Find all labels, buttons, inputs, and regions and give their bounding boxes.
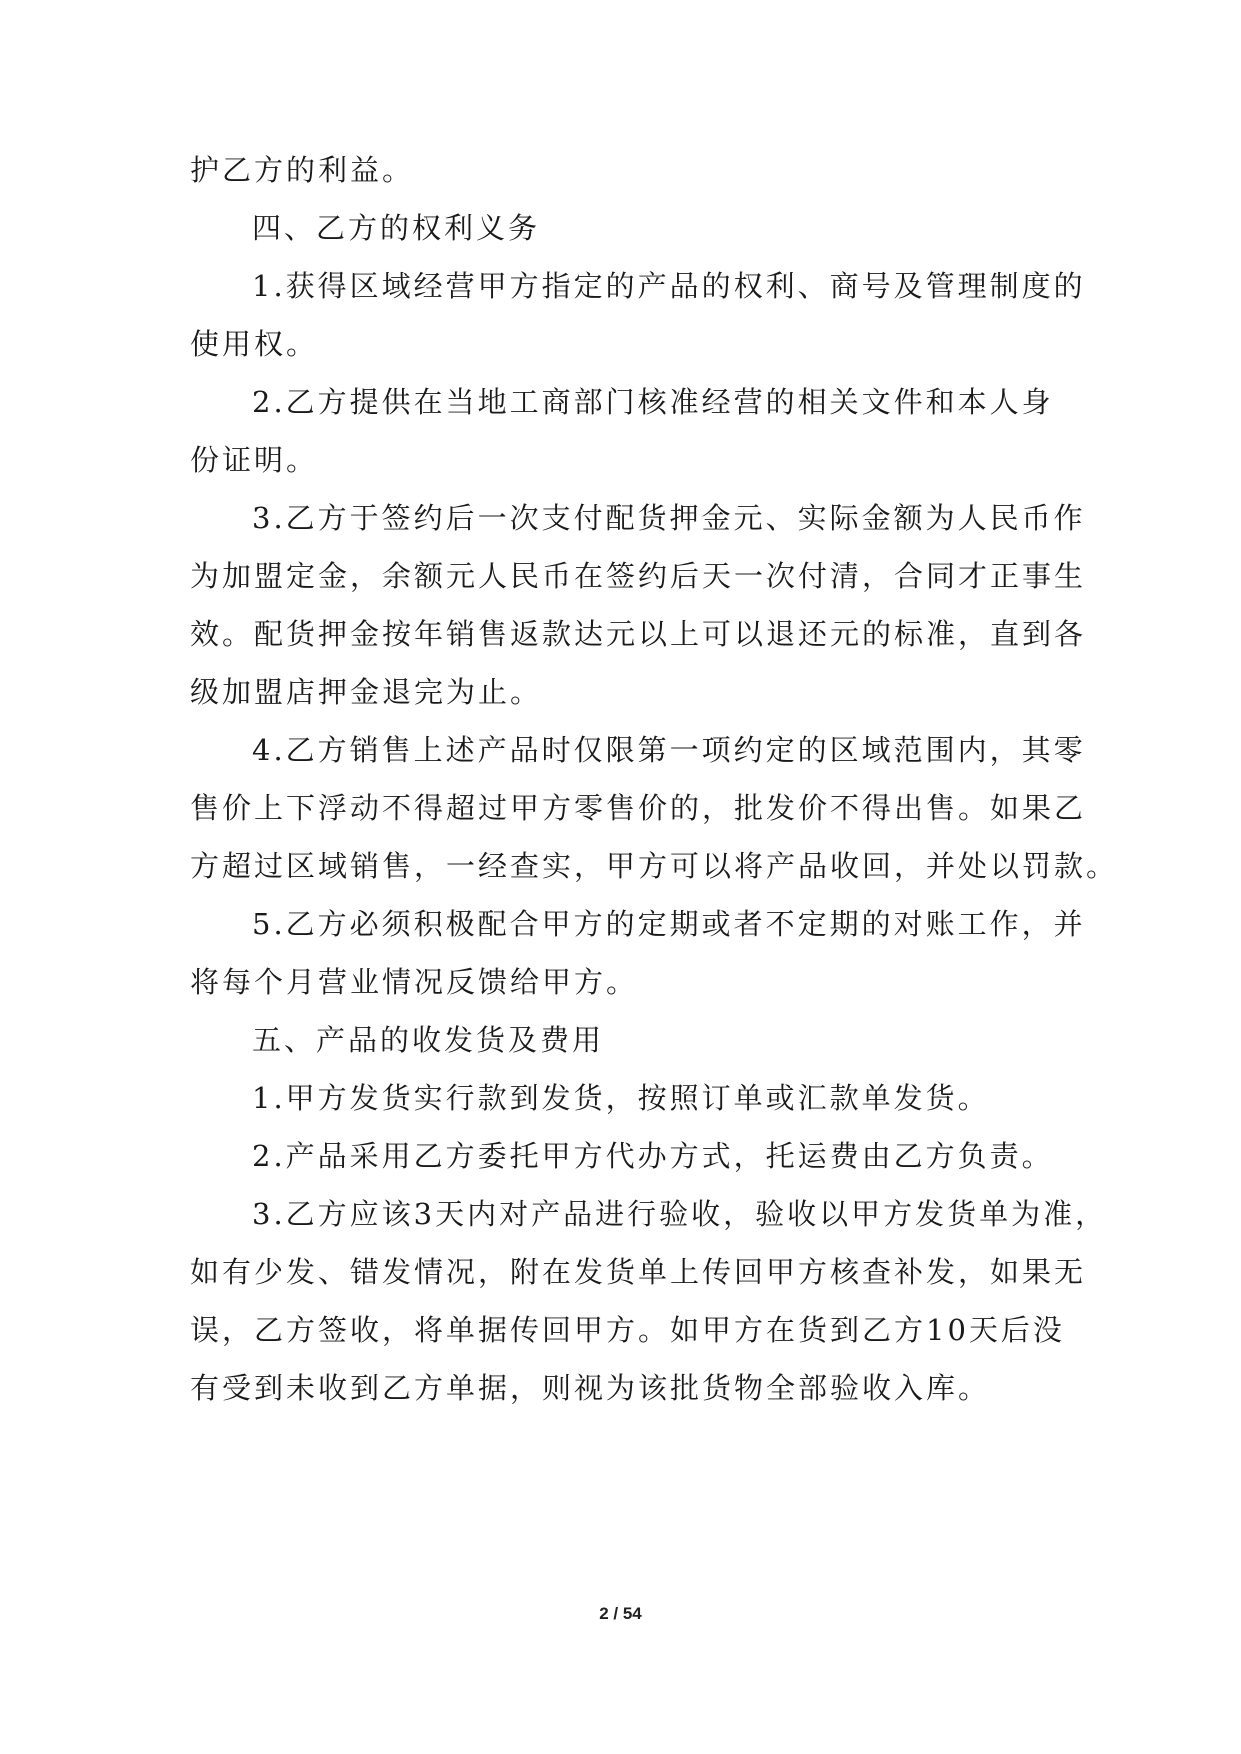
- paragraph-line: 3.乙方于签约后一次支付配货押金元、实际金额为人民币作: [252, 501, 1086, 535]
- paragraph-line: 级加盟店押金退完为止。: [190, 675, 543, 709]
- paragraph-line: 效。配货押金按年销售返款达元以上可以退还元的标准，直到各: [190, 617, 1087, 651]
- paragraph-line: 误，乙方签收，将单据传回甲方。如甲方在货到乙方10天后没: [190, 1313, 1065, 1347]
- paragraph-line: 将每个月营业情况反馈给甲方。: [190, 965, 639, 999]
- page-number: 2 / 54: [599, 1604, 642, 1623]
- paragraph-line: 2.产品采用乙方委托甲方代办方式，托运费由乙方负责。: [252, 1139, 1054, 1173]
- paragraph-line: 方超过区域销售，一经查实，甲方可以将产品收回，并处以罚款。: [190, 849, 1119, 883]
- paragraph-line: 3.乙方应该3天内对产品进行验收，验收以甲方发货单为准，: [252, 1197, 1108, 1231]
- paragraph-line: 4.乙方销售上述产品时仅限第一项约定的区域范围内，其零: [252, 733, 1086, 767]
- paragraph-line: 1.甲方发货实行款到发货，按照订单或汇款单发货。: [252, 1081, 990, 1115]
- paragraph-line: 份证明。: [190, 443, 319, 477]
- paragraph-line: 如有少发、错发情况，附在发货单上传回甲方核查补发，如果无: [190, 1255, 1087, 1289]
- paragraph-line: 5.乙方必须积极配合甲方的定期或者不定期的对账工作，并: [252, 907, 1086, 941]
- paragraph-line: 2.乙方提供在当地工商部门核准经营的相关文件和本人身: [252, 385, 1054, 419]
- paragraph-line: 为加盟定金，余额元人民币在签约后天一次付清，合同才正事生: [190, 559, 1087, 593]
- section-heading: 四、乙方的权利义务: [252, 211, 541, 245]
- paragraph-line: 有受到未收到乙方单据，则视为该批货物全部验收入库。: [190, 1371, 991, 1405]
- paragraph-line: 1.获得区域经营甲方指定的产品的权利、商号及管理制度的: [252, 269, 1086, 303]
- section-heading: 五、产品的收发货及费用: [252, 1023, 605, 1057]
- paragraph-line: 护乙方的利益。: [190, 153, 415, 187]
- paragraph-line: 使用权。: [190, 327, 319, 361]
- paragraph-line: 售价上下浮动不得超过甲方零售价的，批发价不得出售。如果乙: [190, 791, 1087, 825]
